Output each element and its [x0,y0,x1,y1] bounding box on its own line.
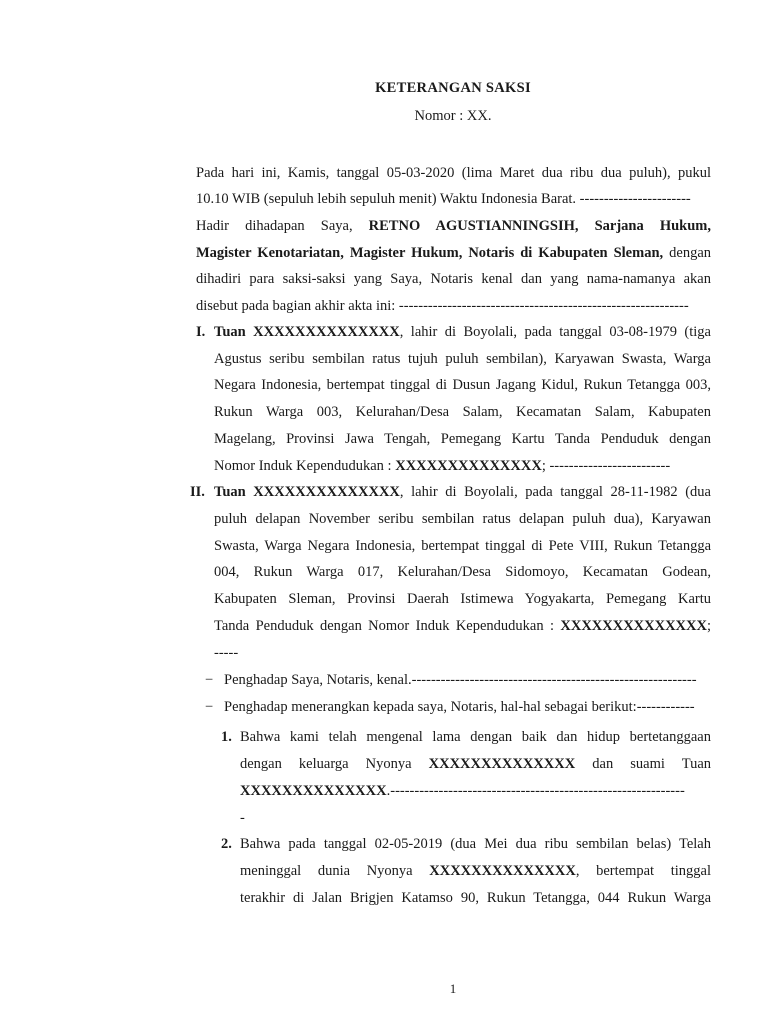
item-1-line-3: Negara Indonesia, bertempat tinggal di Dusun Jagang Kidul, Rukun Tetangga 003, [214,377,711,393]
opening-line-5: dihadiri para saksi-saksi yang Saya, Notaris kenal dan yang nama-namanya akan [196,271,711,287]
item-1-line-6: Nomor Induk Kependudukan : XXXXXXXXXXXXXX; ------------------------- [214,458,671,474]
page-number: 1 [449,981,457,996]
item-2-line-4: 004, Rukun Warga 017, Kelurahan/Desa Sidomoyo, Kecamatan Godean, [214,564,711,580]
subitem-1-line-3: XXXXXXXXXXXXXX.------------------------------------------------------------- [240,783,685,799]
item-2-line-6: Tanda Penduduk dengan Nomor Induk Kependudukan : XXXXXXXXXXXXXX; [214,618,712,634]
item-1-line-4: Rukun Warga 003, Kelurahan/Desa Salam, Kecamatan Salam, Kabupaten [214,404,711,420]
dash-item-1: Penghadap Saya, Notaris, kenal.----------------------------------------------------------- [224,672,697,688]
item-2-numeral: II. [190,484,205,500]
subitem-2-line-2: meninggal dunia Nyonya XXXXXXXXXXXXXX, bertempat tinggal [240,863,711,879]
subitem-2-line-3: terakhir di Jalan Brigjen Katamso 90, Rukun Tetangga, 044 Rukun Warga [240,890,711,906]
subitem-2-number: 2. [221,836,232,852]
subitem-2-line-1: Bahwa pada tanggal 02-05-2019 (dua Mei dua ribu sembilan belas) Telah [240,836,711,852]
subitem-1-number: 1. [221,729,232,745]
item-2-line-1: Tuan XXXXXXXXXXXXXX, lahir di Boyolali, pada tanggal 28-11-1982 (dua [214,484,711,500]
dash-bullet: − [205,672,214,688]
item-2-line-7: ----- [214,645,239,661]
dash-bullet: − [205,699,214,715]
item-1-line-5: Magelang, Provinsi Jawa Tengah, Pemegang Kartu Tanda Penduduk dengan [214,431,711,447]
item-2-line-3: Swasta, Warga Negara Indonesia, bertempat tinggal di Pete VIII, Rukun Tetangga [214,538,711,554]
item-2-line-2: puluh delapan November seribu sembilan ratus delapan puluh dua), Karyawan [214,511,711,527]
opening-line-3: Hadir dihadapan Saya, RETNO AGUSTIANNINGSIH, Sarjana Hukum, [196,218,711,234]
opening-line-4: Magister Kenotariatan, Magister Hukum, Notaris di Kabupaten Sleman, dengan [196,245,712,261]
item-2-line-5: Kabupaten Sleman, Provinsi Daerah Istimewa Yogyakarta, Pemegang Kartu [214,591,711,607]
item-1-numeral: I. [196,324,206,340]
opening-line-6: disebut pada bagian akhir akta ini: ------------------------------------------------------------ [196,298,689,314]
opening-line-2: 10.10 WIB (sepuluh lebih sepuluh menit) Waktu Indonesia Barat. ----------------------- [196,191,691,207]
subitem-1-line-1: Bahwa kami telah mengenal lama dengan baik dan hidup bertetanggaan [240,729,711,745]
opening-line-1: Pada hari ini, Kamis, tanggal 05-03-2020 (lima Maret dua ribu dua puluh), pukul [196,165,711,181]
document-title: KETERANGAN SAKSI [375,80,531,96]
dash-item-2: Penghadap menerangkan kepada saya, Notaris, hal-hal sebagai berikut:------------ [224,699,695,715]
item-1-line-1: Tuan XXXXXXXXXXXXXX, lahir di Boyolali, pada tanggal 03-08-1979 (tiga [214,324,711,340]
document-number: Nomor : XX. [414,108,492,124]
item-1-line-2: Agustus seribu sembilan ratus tujuh puluh sembilan), Karyawan Swasta, Warga [214,351,711,367]
subitem-1-line-2: dengan keluarga Nyonya XXXXXXXXXXXXXX dan suami Tuan [240,756,712,772]
subitem-1-line-4: - [240,810,245,826]
